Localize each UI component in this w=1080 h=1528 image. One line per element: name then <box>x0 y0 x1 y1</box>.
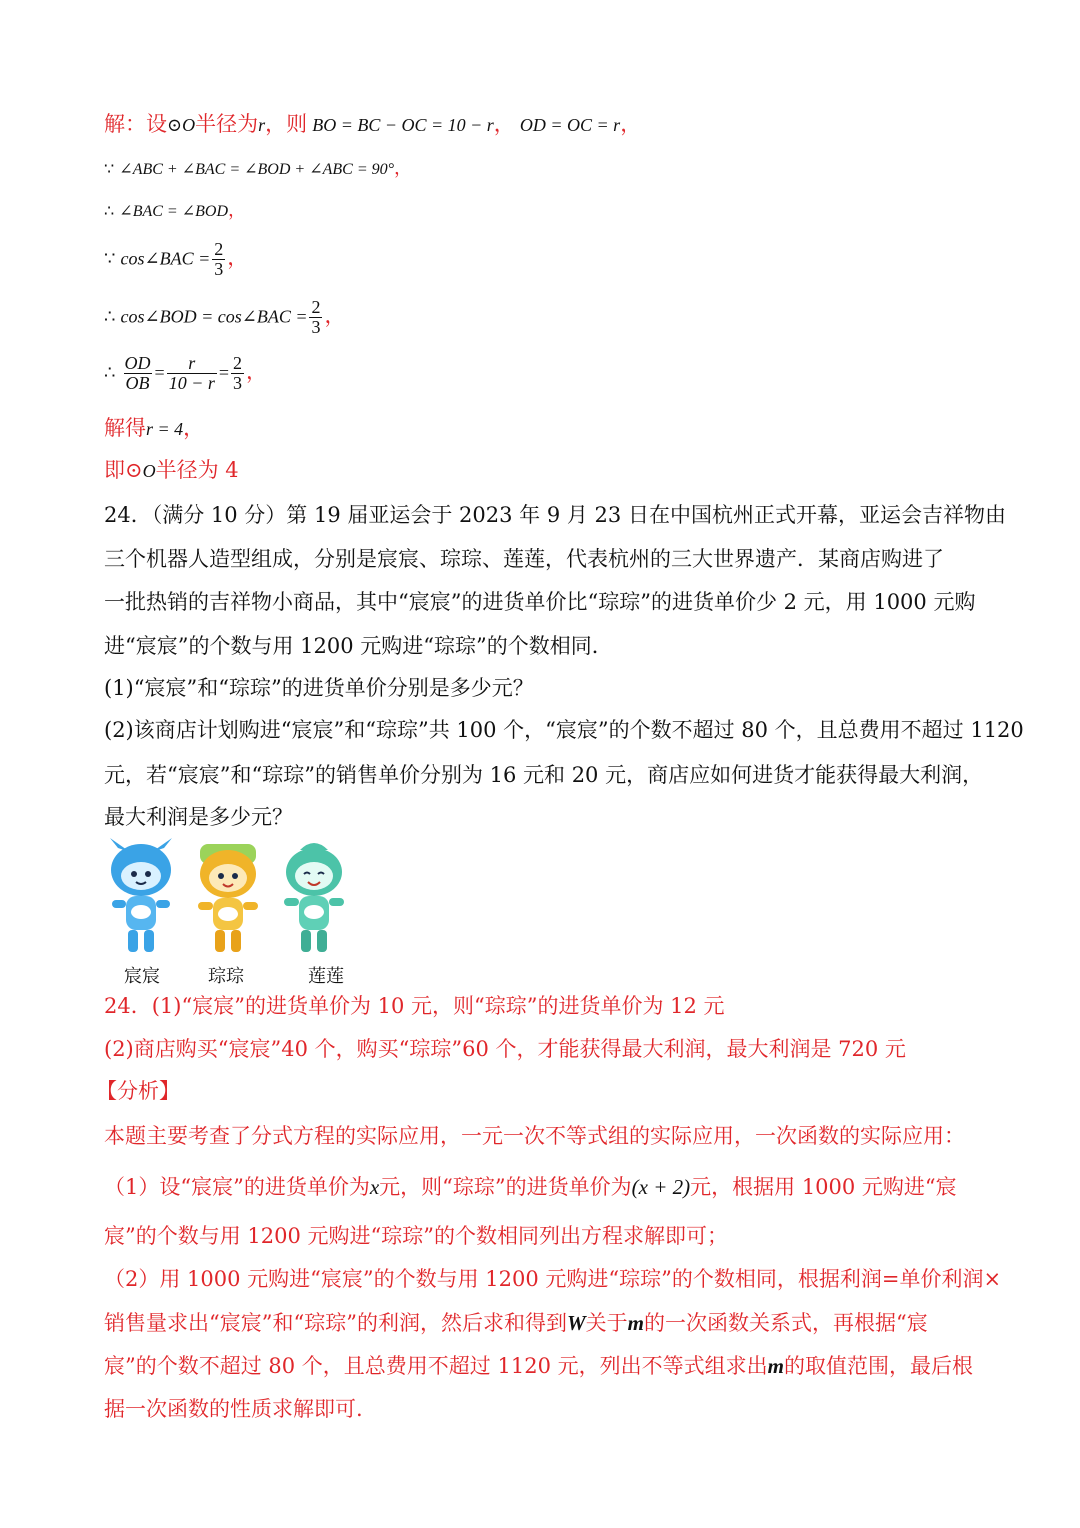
mascot-chenchen <box>110 838 172 952</box>
mascot-lianlian <box>284 843 344 952</box>
analysis-title: 【分析】 <box>96 1079 180 1103</box>
solution-line-7: 解得r = 4， <box>104 416 205 440</box>
analysis-part-1-line-2: 宸”的个数与用 1200 元购进“琮琮”的个数相同列出方程求解即可； <box>104 1224 728 1248</box>
question-part-1: (1)“宸宸”和“琮琮”的进货单价分别是多少元？ <box>104 676 534 700</box>
solution-line-8: 即⊙O半径为 4 <box>104 458 239 482</box>
question-line-2: 三个机器人造型组成，分别是宸宸、琮琮、莲莲，代表杭州的三大世界遗产．某商店购进了 <box>104 547 944 571</box>
fraction-two-thirds: $\frac{2}{3}$ <box>233 353 243 393</box>
solution-line-3: ∴ ∠BAC = ∠BOD， <box>104 200 246 221</box>
mascots-illustration <box>100 838 360 988</box>
fraction-od-ob: $\frac{OD}{OB}$ <box>124 353 151 393</box>
answer-line-2: (2)商店购买“宸宸”40 个，购买“琮琮”60 个，才能获得最大利润，最大利润是 720 元 <box>104 1037 906 1061</box>
analysis-part-2-line-2: 销售量求出“宸宸”和“琮琮”的利润，然后求和得到W关于m的一次函数关系式，再根据“宸 <box>104 1311 928 1335</box>
question-part-2-line-1: (2)该商店计划购进“宸宸”和“琮琮”共 100 个，“宸宸”的个数不超过 80 个，且总费用不超过 1120 <box>104 718 1024 742</box>
mascot-congcong <box>198 844 258 952</box>
question-part-2-line-2: 元，若“宸宸”和“琮琮”的销售单价分别为 16 元和 20 元，商店应如何进货才能获得最大利润， <box>104 763 984 787</box>
fraction-r-10-minus-r: $\frac{r}{10 - r}$ <box>168 353 215 393</box>
question-line-3: 一批热销的吉祥物小商品，其中“宸宸”的进货单价比“琮琮”的进货单价少 2 元，用 1000 元购 <box>104 590 976 614</box>
question-line-1: 24．（满分 10 分）第 19 届亚运会于 2023 年 9 月 23 日在中国杭州正式开幕，亚运会吉祥物由 <box>104 503 1006 527</box>
question-part-2-line-3: 最大利润是多少元？ <box>104 805 293 829</box>
fraction-two-thirds: $\frac{2}{3}$ <box>214 239 224 279</box>
solution-line-1: 解：设⊙O半径为r，则 BO = BC − OC = 10 − r， OD = OC = r， <box>104 112 642 136</box>
solution-line-6: ∴ $\frac{OD}{OB}$ = $\frac{r}{10 - r}$ = $\frac{2}{3}$ ， <box>104 353 268 393</box>
caption-chenchen: 宸宸 <box>124 966 160 987</box>
solution-line-2: ∵ ∠ABC + ∠BAC = ∠BOD + ∠ABC = 90°， <box>104 158 413 179</box>
fraction-two-thirds: $\frac{2}{3}$ <box>311 297 321 337</box>
analysis-part-2-line-3: 宸”的个数不超过 80 个，且总费用不超过 1120 元，列出不等式组求出m的取值范围，最后根 <box>104 1354 973 1378</box>
caption-congcong: 琮琮 <box>208 966 244 987</box>
analysis-part-2-line-4: 据一次函数的性质求解即可. <box>104 1397 363 1421</box>
analysis-part-2-line-1: （2）用 1000 元购进“宸宸”的个数与用 1200 元购进“琮琮”的个数相同，根据利润=单价利润× <box>104 1267 1002 1291</box>
answer-line-1: 24．(1)“宸宸”的进货单价为 10 元，则“琮琮”的进货单价为 12 元 <box>104 994 725 1018</box>
solution-line-5: ∴ cos∠BOD = cos∠BAC = $\frac{2}{3}$ ， <box>104 297 346 337</box>
mascots-svg <box>100 838 360 963</box>
analysis-intro: 本题主要考查了分式方程的实际应用，一元一次不等式组的实际应用，一次函数的实际应用： <box>104 1124 965 1148</box>
solution-line-4: ∵ cos∠BAC = $\frac{2}{3}$ ， <box>104 239 249 279</box>
question-line-4: 进“宸宸”的个数与用 1200 元购进“琮琮”的个数相同． <box>104 634 613 658</box>
caption-lianlian: 莲莲 <box>308 966 344 987</box>
analysis-part-1-line-1: （1）设“宸宸”的进货单价为x元，则“琮琮”的进货单价为(x + 2)元，根据用 1000 元购进“宸 <box>104 1175 957 1199</box>
